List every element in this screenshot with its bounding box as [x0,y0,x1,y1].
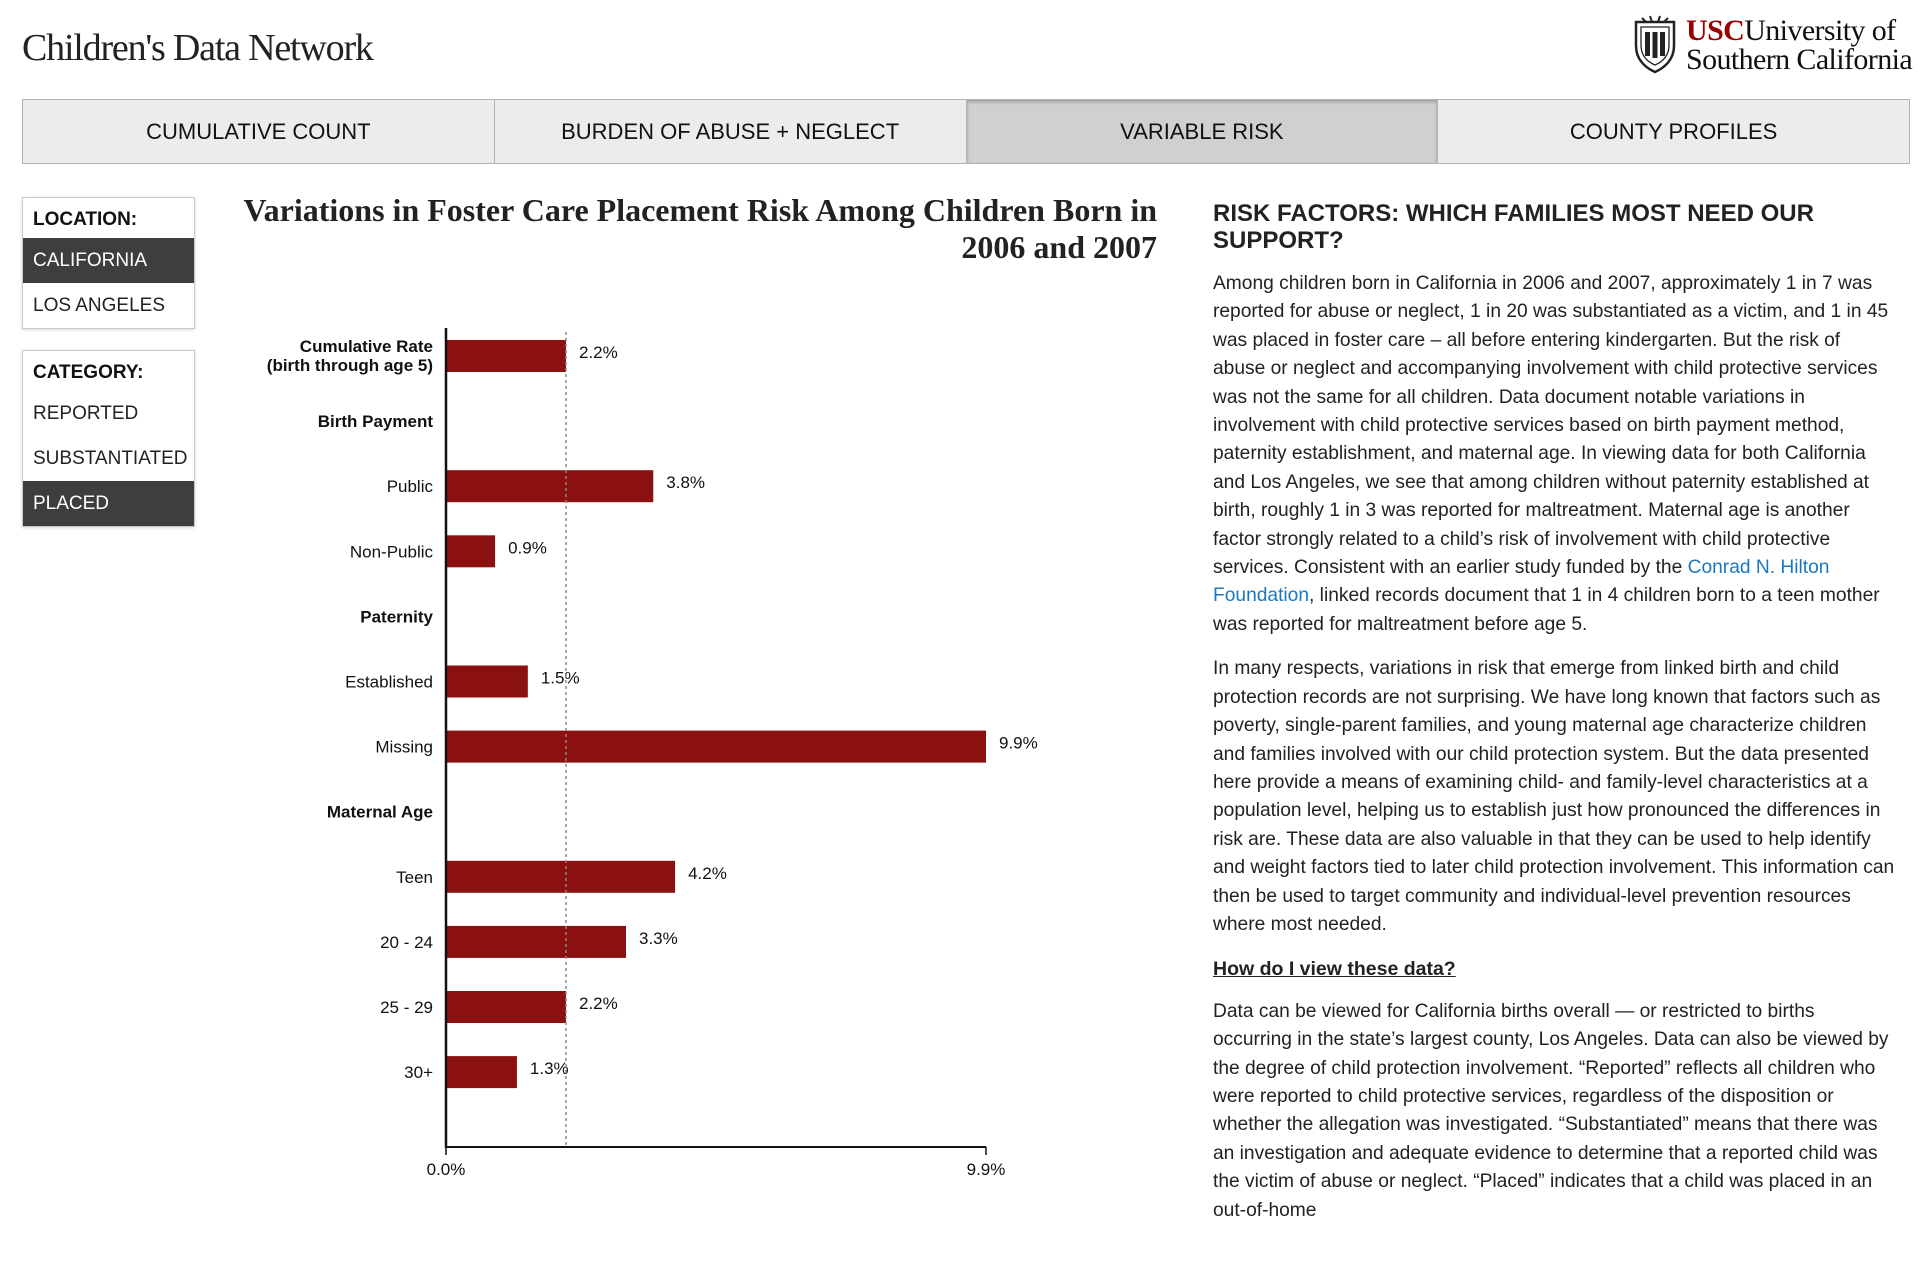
tab-variable-risk[interactable]: VARIABLE RISK [967,100,1439,163]
category-option-reported[interactable]: REPORTED [33,403,139,424]
group-label-birth-payment: Birth Payment [317,412,433,432]
site-logo[interactable]: Children's Data Network [22,27,373,69]
group-label-paternity: Paternity [360,607,433,627]
row-label-public: Public [386,477,433,497]
usc-logo[interactable] [1632,14,1913,76]
bar-teen[interactable] [446,861,675,893]
usc-seal-icon [1632,14,1678,74]
location-filter [22,197,195,329]
x-tick-label: 9.9% [966,1160,1006,1179]
side-paragraph-3: Data can be viewed for California births overall — or restricted to births occurring in the state’s largest county, Los Angeles. Data can also be viewed by the degree of child protection involvement. “Reported” reflects all children who were reported to child protective services, regardless of the disposition or whether the allegation was investigated. “Substantiated” means that there was an investigation and adequate evidence to determine that a reported child was the victim of abuse or neglect. “Placed” indicates that a child was placed in an out-of-home [1213,1000,1889,1221]
group-label-maternal-age: Maternal Age [326,802,433,822]
bar-30[interactable] [446,1056,517,1088]
usc-line-1: University of [1744,14,1896,47]
p1-text-b: , linked records document that 1 in 4 children born to a teen mother was reported for maltreatment before age 5. [1213,585,1880,635]
usc-wordmark [1686,16,1912,74]
hilton-foundation-link[interactable]: Conrad N. Hilton Foundation [1213,557,1830,607]
x-tick-label: 0.0% [426,1160,466,1179]
bar-missing[interactable] [446,731,986,763]
value-label-cumulative-rate: 2.2% [579,343,618,362]
category-option-substantiated[interactable]: SUBSTANTIATED [33,448,188,469]
tab-burden-of-abuse-neglect[interactable]: BURDEN OF ABUSE + NEGLECT [495,100,967,163]
side-heading: RISK FACTORS: WHICH FAMILIES MOST NEED OUR SUPPORT? [1213,200,1814,254]
row-label-established: Established [345,672,433,692]
value-label-established: 1.5% [540,668,580,688]
usc-line-2: Southern California [1686,43,1913,76]
main-nav [22,99,1910,164]
tab-cumulative-count[interactable]: CUMULATIVE COUNT [23,100,495,163]
category-option-placed[interactable]: PLACED [23,481,194,526]
view-data-subheading: How do I view these data? [1213,958,1456,981]
category-filter [22,350,195,527]
value-label-missing: 9.9% [999,733,1038,753]
risk-bar-chart [240,320,1070,1200]
bar-non-public[interactable] [446,535,495,567]
bar-established[interactable] [446,666,528,698]
category-filter-label: CATEGORY: [33,362,144,383]
value-label-non-public: 0.9% [508,538,547,558]
risk-factors-panel [1213,200,1895,1241]
value-label-20-24: 3.3% [639,928,678,948]
bar-20-24[interactable] [446,926,626,958]
row-label-30: 30+ [404,1063,433,1083]
location-filter-label: LOCATION: [33,209,138,230]
row-label-25-29: 25 - 29 [380,998,433,1017]
bar-cumulative-rate[interactable] [446,340,566,372]
row-label-cumulative-rate: Cumulative Rate [299,337,433,356]
row-label-teen: Teen [396,867,433,887]
bar-public[interactable] [446,470,653,502]
bar-25-29[interactable] [446,991,566,1023]
side-paragraph-1 [1213,270,1895,639]
location-option-los-angeles[interactable]: LOS ANGELES [33,295,166,316]
value-label-teen: 4.2% [688,863,727,883]
row-sublabel-cumulative-rate: (birth through age 5) [266,356,433,375]
p1-text-a: Among children born in California in 2006 and 2007, approximately 1 in 7 was reported for abuse or neglect, 1 in 20 was substantiated as a victim, and 1 in 45 was placed in foster care – all before entering kindergarten. But the risk of abuse or neglect and accompanying involvement with child protective services was not the same for all children. Data document notable variations in involvement with child protective services based on birth payment method, paternity establishment, and maternal age. In viewing data for both California and Los Angeles, we see that among children without paternity established at birth, roughly 1 in 3 was reported for maltreatment. Maternal age is another factor strongly related to a child’s risk of involvement with child protective services. Consistent with an earlier study funded by the [1213,273,1889,579]
location-option-california[interactable]: CALIFORNIA [23,238,194,283]
tab-county-profiles[interactable]: COUNTY PROFILES [1569,118,1778,144]
row-label-20-24: 20 - 24 [380,932,433,952]
side-paragraph-2: In many respects, variations in risk that emerge from linked birth and child protection records are not surprising. We have long known that factors such as poverty, single-parent families, and young maternal age characterize children and families involved with our child protection system. But the data presented here provide a means of examining child- and family-level characteristics at a population level, helping us to establish just how pronounced the differences in risk are. These data are also valuable in that they can be used to help identify and weight factors tied to later child protection involvement. This information can then be used to target community and individual-level prevention resources where most needed. [1213,658,1895,935]
row-label-non-public: Non-Public [349,542,433,562]
chart-title: Variations in Foster Care Placement Risk Among Children Born in 2006 and 2007 [243,192,1157,265]
usc-mark: USC [1686,14,1745,47]
value-label-25-29: 2.2% [579,994,618,1013]
row-label-missing: Missing [375,737,433,757]
value-label-30: 1.3% [529,1059,569,1079]
value-label-public: 3.8% [666,473,706,493]
